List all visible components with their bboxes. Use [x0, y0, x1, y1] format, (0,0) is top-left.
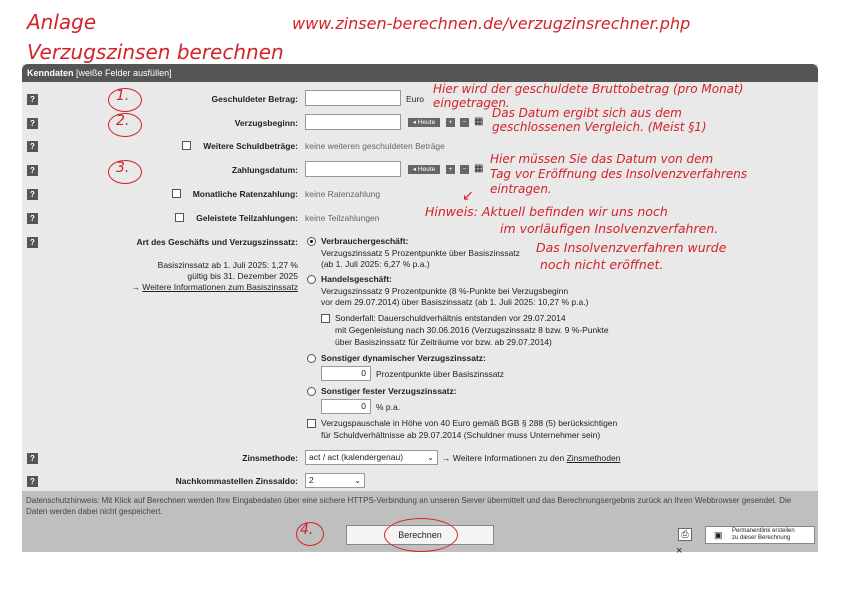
calendar-icon[interactable]: ▦ [474, 116, 484, 127]
annotation-hint-line1: Hinweis: Aktuell befinden wir uns noch [425, 204, 668, 219]
annotation-number-3: 3. [116, 160, 130, 176]
ratenzahlung-label[interactable]: Monatliche Ratenzahlung: [192, 189, 298, 199]
zinsmethode-value: act / act (kalendergenau) [309, 452, 404, 462]
zinsmethode-select[interactable] [305, 450, 438, 465]
verbraucher-title[interactable]: Verbrauchergeschäft: [321, 236, 409, 246]
basiszins-link[interactable]: Weitere Informationen zum Basiszinssatz [142, 282, 298, 292]
handels-line2: vor dem 29.07.2014) über Basiszinssatz (ab 1. Juli 2025: 10,27 % p.a.) [321, 297, 589, 307]
row-geschaeftsart [22, 236, 818, 446]
sonderfall-checkbox[interactable] [321, 314, 330, 323]
panel-title: Kenndaten [27, 68, 74, 78]
save-icon: ▣ [714, 530, 723, 540]
geschaeftsart-label: Art des Geschäfts und Verzugszinssatz: [136, 237, 298, 247]
row-nachkomma [22, 474, 818, 490]
chevron-down-icon: ⌄ [427, 453, 434, 462]
fest-title[interactable]: Sonstiger fester Verzugszinssatz: [321, 386, 457, 396]
annotation-note2-line2: geschlossenen Vergleich. (Meist §1) [492, 120, 707, 134]
panel-subtitle: [weiße Felder ausfüllen] [76, 68, 172, 78]
dynamisch-value: 0 [361, 368, 366, 378]
help-icon[interactable]: ? [27, 189, 38, 200]
pauschale-line2: für Schuldverhältnisse ab 29.07.2014 (Schuldner muss Unternehmer sein) [321, 430, 601, 440]
annotation-hint-line2: im vorläufigen Insolvenzverfahren. [500, 221, 719, 236]
fest-unit: % p.a. [376, 402, 401, 412]
sonderfall-line2: mit Gegenleistung nach 30.06.2016 (Verzugszinssatz 8 bzw. 9 %-Punkte [335, 325, 609, 335]
fest-radio[interactable] [307, 387, 316, 396]
betrag-label: Geschuldeter Betrag: [211, 94, 298, 104]
zinsmethode-link[interactable]: Zinsmethoden [566, 453, 621, 463]
annotation-note1-line1: Hier wird der geschuldete Bruttobetrag (pro Monat) [433, 82, 744, 96]
annotation-number-2: 2. [116, 113, 130, 129]
pauschale-line1[interactable]: Verzugspauschale in Höhe von 40 Euro gemäß BGB § 288 (5) berücksichtigen [321, 418, 618, 428]
help-icon[interactable]: ? [27, 165, 38, 176]
teilzahlungen-label[interactable]: Geleistete Teilzahlungen: [196, 213, 298, 223]
chevron-down-icon: ⌄ [354, 476, 361, 485]
weitere-checkbox[interactable] [182, 141, 191, 150]
annotation-circle-berechnen [384, 518, 458, 552]
row-zinsmethode [22, 451, 818, 467]
sonderfall-line1[interactable]: Sonderfall: Dauerschuldverhältnis entstanden vor 29.07.2014 [335, 313, 566, 323]
zinsmethode-label: Zinsmethode: [242, 453, 298, 463]
teilzahlungen-value: keine Teilzahlungen [305, 213, 380, 223]
zinsmethode-info[interactable] [442, 453, 620, 463]
teilzahlungen-checkbox[interactable] [175, 213, 184, 222]
annotation-hint-line4: noch nicht eröffnet. [540, 257, 664, 272]
verzugsbeginn-label: Verzugsbeginn: [234, 118, 298, 128]
minus-button[interactable]: − [460, 165, 469, 174]
permalink-button[interactable] [705, 526, 815, 544]
annotation-arrow: ↙ [462, 188, 474, 204]
pauschale-checkbox[interactable] [307, 419, 316, 428]
basiszins-line1: Basiszinssatz ab 1. Juli 2025: 1,27 % [157, 260, 298, 270]
basiszins-line2: gültig bis 31. Dezember 2025 [187, 271, 298, 281]
ratenzahlung-checkbox[interactable] [172, 189, 181, 198]
arrow-right-icon: → [131, 282, 140, 292]
nachkomma-label: Nachkommastellen Zinssaldo: [175, 476, 298, 486]
minus-button[interactable]: − [460, 118, 469, 127]
fest-value: 0 [361, 401, 366, 411]
annotation-note3-line3: eintragen. [490, 182, 552, 196]
annotation-url: www.zinsen-berechnen.de/verzugzinsrechner.php [292, 14, 691, 33]
plus-button[interactable]: + [446, 165, 455, 174]
annotation-number-1: 1. [116, 88, 130, 104]
row-ratenzahlung [22, 188, 818, 202]
dynamisch-unit: Prozentpunkte über Basiszinssatz [376, 369, 505, 379]
handels-radio[interactable] [307, 275, 316, 284]
close-icon[interactable]: × [676, 545, 683, 557]
dynamisch-title[interactable]: Sonstiger dynamischer Verzugszinssatz: [321, 353, 486, 363]
weitere-value: keine weiteren geschuldeten Beträge [305, 141, 445, 151]
sonderfall-line3: über Basiszinssatz für Zeiträume vor bzw. ab 29.07.2014) [335, 337, 552, 347]
betrag-unit: Euro [406, 94, 424, 104]
privacy-notice: Datenschutzhinweis: Mit Klick auf Berechnen werden Ihre Eingabedaten über eine sichere HTTPS-Verbindung an unseren Server übermittelt und das Berechnungsergebnis zurück an Ihren Webbrowser gesendet. Die Daten werden dabei nicht gespeichert. [26, 496, 792, 516]
help-icon[interactable]: ? [27, 476, 38, 487]
weitere-label[interactable]: Weitere Schuldbeträge: [203, 141, 298, 151]
handels-line1: Verzugszinssatz 9 Prozentpunkte (8 %-Punkte bei Verzugsbeginn [321, 286, 569, 296]
annotation-title-anlage: Anlage [27, 10, 97, 34]
plus-button[interactable]: + [446, 118, 455, 127]
help-icon[interactable]: ? [27, 453, 38, 464]
help-icon[interactable]: ? [27, 213, 38, 224]
annotation-note1-line2: eingetragen. [433, 96, 510, 110]
today-button[interactable]: ◂ Heute [408, 165, 440, 174]
nachkomma-select[interactable] [305, 473, 365, 488]
panel-header [22, 64, 818, 82]
betrag-input[interactable] [305, 90, 401, 106]
today-button[interactable]: ◂ Heute [408, 118, 440, 127]
zahlungsdatum-label: Zahlungsdatum: [231, 165, 298, 175]
permalink-line1: Permanentlink erstellen [732, 528, 795, 534]
calendar-icon[interactable]: ▦ [474, 163, 484, 174]
help-icon[interactable]: ? [27, 237, 38, 248]
handels-title[interactable]: Handelsgeschäft: [321, 274, 392, 284]
fest-input[interactable] [321, 399, 371, 414]
basiszins-info[interactable] [131, 282, 298, 292]
zinsmethode-info-prefix: → Weitere Informationen zu den [442, 453, 565, 463]
dynamisch-radio[interactable] [307, 354, 316, 363]
annotation-hint-line3: Das Insolvenzverfahren wurde [536, 240, 727, 255]
verbraucher-line1: Verzugszinssatz 5 Prozentpunkte über Basiszinssatz [321, 248, 520, 258]
annotation-number-4: 4. [300, 522, 314, 538]
annotation-note3-line2: Tag vor Eröffnung des Insolvenzverfahrens [490, 167, 748, 181]
permalink-line2: zu dieser Berechnung [732, 535, 791, 541]
zahlungsdatum-input[interactable] [305, 161, 401, 177]
annotation-title-verzugszinsen: Verzugszinsen berechnen [27, 40, 284, 64]
help-icon[interactable]: ? [27, 118, 38, 129]
print-icon[interactable]: ⎙ [678, 528, 692, 541]
verbraucher-line2: (ab 1. Juli 2025: 6,27 % p.a.) [321, 259, 430, 269]
annotation-note3-line1: Hier müssen Sie das Datum von dem [490, 152, 714, 166]
ratenzahlung-value: keine Ratenzahlung [305, 189, 381, 199]
nachkomma-value: 2 [309, 475, 314, 485]
help-icon[interactable]: ? [27, 94, 38, 105]
verbraucher-radio[interactable] [307, 237, 316, 246]
help-icon[interactable]: ? [27, 141, 38, 152]
dynamisch-input[interactable] [321, 366, 371, 381]
verzugsbeginn-input[interactable] [305, 114, 401, 130]
annotation-note2-line1: Das Datum ergibt sich aus dem [492, 106, 682, 120]
berechnen-button[interactable]: Berechnen [346, 525, 494, 545]
